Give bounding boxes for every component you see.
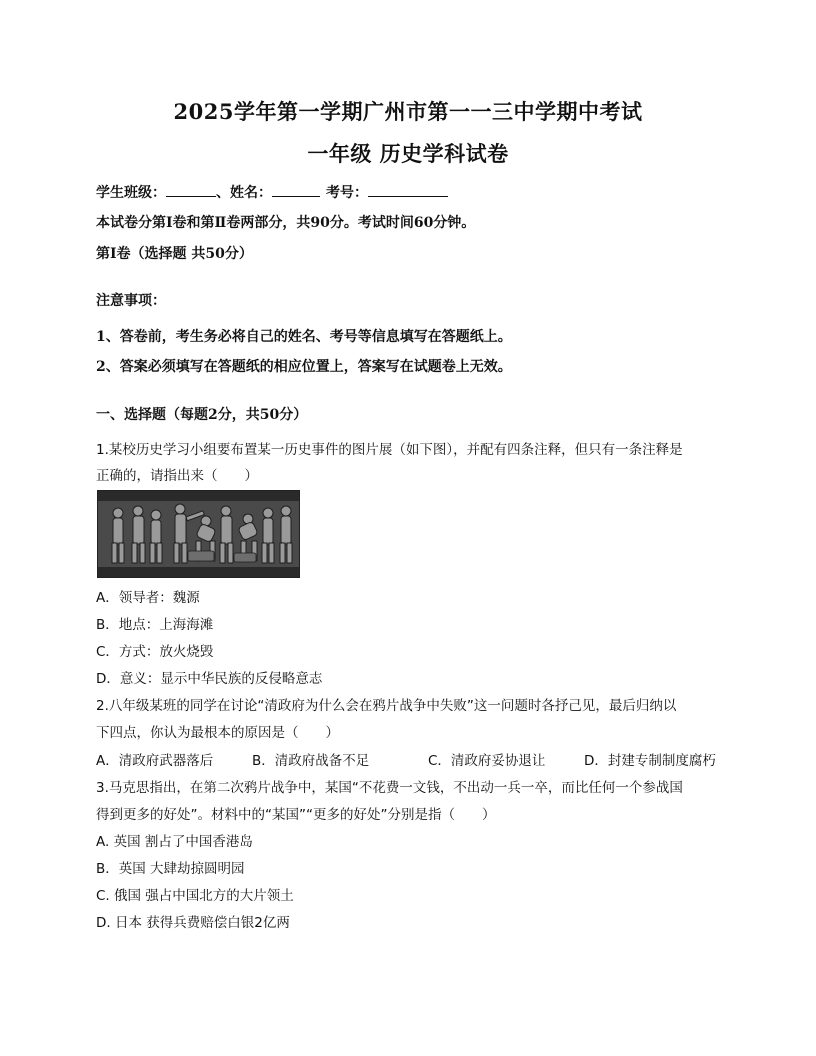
exam-subtitle: 一年级 历史学科试卷 bbox=[307, 141, 509, 166]
exam-structure-note: 本试卷分第Ⅰ卷和第Ⅱ卷两部分，共90分。考试时间60分钟。 bbox=[96, 215, 476, 231]
number-label: 考号： bbox=[326, 185, 368, 201]
note-item: 1、答卷前，考生务必将自己的姓名、考号等信息填写在答题纸上。 bbox=[96, 329, 512, 345]
question-stem: 2.八年级某班的同学在讨论“清政府为什么会在鸦片战争中失败”这一问题时各抒己见，最后归纳以 bbox=[96, 698, 677, 714]
number-blank bbox=[368, 184, 448, 197]
option-d: D．封建专制制度腐朽 bbox=[584, 753, 716, 769]
option-b: B．英国 大肆劫掠圆明园 bbox=[96, 861, 245, 877]
question-stem: 1.某校历史学习小组要布置某一历史事件的图片展（如下图），并配有四条注释，但只有一条注释是 bbox=[96, 442, 683, 458]
question-stem: 正确的，请指出来（ ） bbox=[96, 468, 258, 484]
question-stem: 得到更多的好处”。材料中的“某国”“更多的好处”分别是指（ ） bbox=[96, 807, 496, 823]
option-b: B．地点：上海海滩 bbox=[96, 617, 214, 633]
option-a: A. 英国 割占了中国香港岛 bbox=[96, 834, 253, 850]
option-a: A．清政府武器落后 bbox=[96, 753, 214, 769]
option-d: D．意义：显示中华民族的反侵略意志 bbox=[96, 671, 323, 687]
question-stem: 3.马克思指出，在第二次鸦片战争中，某国“不花费一文钱，不出动一兵一卒，而比任何一个参战国 bbox=[96, 780, 683, 796]
student-info-line bbox=[96, 182, 448, 202]
notes-heading: 注意事项： bbox=[96, 293, 166, 309]
class-label: 学生班级： bbox=[96, 185, 166, 201]
option-d: D. 日本 获得兵费赔偿白银2亿两 bbox=[96, 915, 290, 931]
option-c: C．清政府妥协退让 bbox=[428, 753, 546, 769]
option-c: C. 俄国 强占中国北方的大片领土 bbox=[96, 888, 294, 904]
name-blank bbox=[272, 184, 320, 197]
option-b: B．清政府战备不足 bbox=[252, 753, 370, 769]
part1-heading: 第Ⅰ卷（选择题 共50分） bbox=[96, 246, 253, 262]
option-a: A．领导者：魏源 bbox=[96, 590, 200, 606]
name-label: 、姓名： bbox=[216, 185, 272, 201]
class-blank bbox=[166, 184, 216, 197]
relief-sculpture-image bbox=[97, 490, 300, 578]
option-row bbox=[96, 749, 736, 769]
exam-title: 2025学年第一学期广州市第一一三中学期中考试 bbox=[173, 99, 643, 124]
section1-heading: 一、选择题（每题2分，共50分） bbox=[96, 407, 308, 423]
option-c: C．方式：放火烧毁 bbox=[96, 644, 214, 660]
relief-figures-graphic bbox=[98, 491, 299, 577]
question-stem: 下四点，你认为最根本的原因是（ ） bbox=[96, 725, 339, 741]
note-item: 2、答案必须填写在答题纸的相应位置上，答案写在试题卷上无效。 bbox=[96, 359, 512, 375]
